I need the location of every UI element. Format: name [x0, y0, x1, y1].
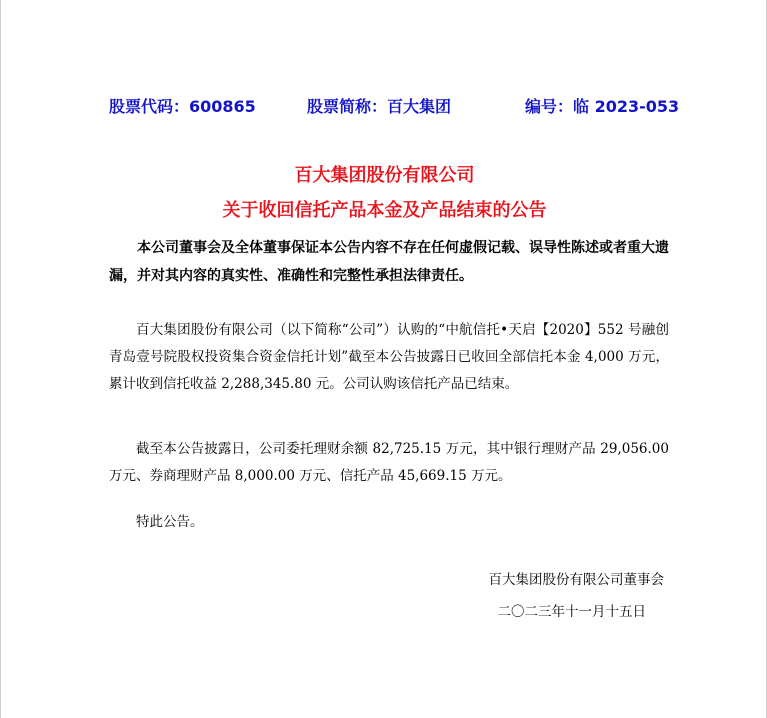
- company-title: 百大集团股份有限公司: [294, 165, 475, 186]
- stock-code: 股票代码：600865: [109, 97, 256, 116]
- stock-name: 股票简称：百大集团: [307, 97, 452, 116]
- board-declaration: 本公司董事会及全体董事保证本公告内容不存在任何虚假记载、误导性陈述或者重大遗漏，并对其内容的真实性、准确性和完整性承担法律责任。: [109, 240, 669, 284]
- body-paragraph-trust-recovery: 百大集团股份有限公司（以下简称“公司”）认购的“中航信托•天启【2020】552 号融创青岛壹号院股权投资集合资金信托计划”截至本公告披露日已收回全部信托本金 4,000 万元，累计收到信托收益 2,288,345.80 元。公司认购该信托产品已结束。: [109, 322, 669, 392]
- signature-company: 百大集团股份有限公司董事会: [488, 572, 664, 588]
- body-paragraph-closing: 特此公告。: [136, 514, 204, 530]
- signature-date: 二〇二三年十一月十五日: [497, 604, 646, 620]
- announcement-number: 编号：临 2023-053: [525, 97, 680, 116]
- body-paragraph-wealth-balance: 截至本公告披露日，公司委托理财余额 82,725.15 万元，其中银行理财产品 29,056.00 万元、券商理财产品 8,000.00 万元、信托产品 45,669.15 万元。: [109, 441, 669, 484]
- stock-info-header: [1, 92, 767, 120]
- notice-title: 关于收回信托产品本金及产品结束的公告: [222, 200, 547, 221]
